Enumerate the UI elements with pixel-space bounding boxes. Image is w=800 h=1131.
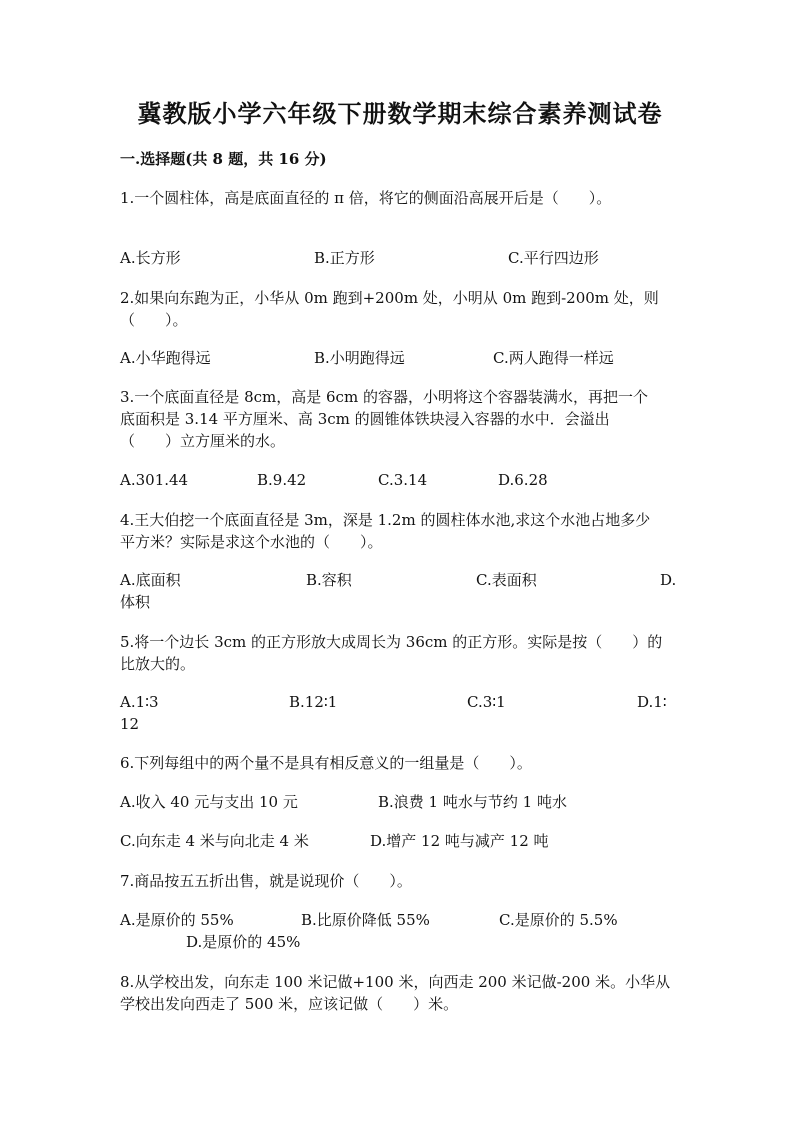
- q5-option-c: C.3∶1: [467, 693, 506, 711]
- question-8-line-2: 学校出发向西走了 500 米，应该记做（ ）米。: [120, 995, 459, 1013]
- q3-option-a: A.301.44: [120, 471, 189, 489]
- q7-option-b: B.比原价降低 55%: [301, 911, 430, 929]
- q3-option-b: B.9.42: [257, 471, 307, 489]
- q4-option-a: A.底面积: [120, 571, 181, 589]
- question-1: [120, 187, 680, 209]
- question-7: [120, 870, 680, 892]
- q7-option-a: A.是原价的 55%: [120, 911, 234, 929]
- q6-option-c: C.向东走 4 米与向北走 4 米: [120, 832, 309, 850]
- question-5: [120, 631, 680, 675]
- q6-option-d: D.增产 12 吨与减产 12 吨: [370, 832, 549, 850]
- question-4: [120, 509, 680, 553]
- question-3: [120, 386, 680, 452]
- q4-option-c: C.表面积: [476, 571, 537, 589]
- question-4-line-2: 平方米？实际是求这个水池的（ ）。: [120, 533, 383, 551]
- q5-option-b: B.12∶1: [289, 693, 338, 711]
- q4-option-d-label: D.: [660, 571, 677, 589]
- q1-option-b: B.正方形: [314, 249, 375, 267]
- q2-option-c: C.两人跑得一样远: [493, 349, 614, 367]
- question-3-line-2: 底面积是 3.14 平方厘米、高 3cm 的圆锥体铁块浸入容器的水中．会溢出: [120, 410, 610, 428]
- q7-option-c: C.是原价的 5.5%: [499, 911, 618, 929]
- q1-option-a: A.长方形: [120, 249, 181, 267]
- q3-option-c: C.3.14: [378, 471, 428, 489]
- question-4-line-1: 4.王大伯挖一个底面直径是 3m，深是 1.2m 的圆柱体水池,求这个水池占地多少: [120, 511, 651, 529]
- question-1-line-1: 1.一个圆柱体，高是底面直径的 π 倍，将它的侧面沿高展开后是（ ）。: [120, 189, 612, 207]
- question-2: [120, 287, 680, 331]
- section-heading: 一.选择题(共 8 题，共 16 分): [120, 150, 327, 168]
- q5-option-d-label: D.1∶: [637, 693, 667, 711]
- question-6: [120, 752, 680, 774]
- question-8-line-1: 8.从学校出发，向东走 100 米记做+100 米，向西走 200 米记做-200 米。小华从: [120, 973, 671, 991]
- question-2-line-1: 2.如果向东跑为正，小华从 0m 跑到+200m 处，小明从 0m 跑到-200m 处，则: [120, 289, 659, 307]
- q3-option-d: D.6.28: [498, 471, 548, 489]
- q4-option-b: B.容积: [306, 571, 352, 589]
- q7-option-d: D.是原价的 45%: [186, 933, 301, 951]
- q6-option-b: B.浪费 1 吨水与节约 1 吨水: [378, 793, 567, 811]
- q5-option-d-text: 12: [120, 715, 140, 733]
- q2-option-a: A.小华跑得远: [120, 349, 211, 367]
- page-title: 冀教版小学六年级下册数学期末综合素养测试卷: [137, 99, 663, 128]
- question-3-line-3: （ ）立方厘米的水。: [120, 432, 286, 450]
- q2-option-b: B.小明跑得远: [314, 349, 405, 367]
- q4-option-d-text: 体积: [120, 593, 151, 611]
- q1-option-c: C.平行四边形: [508, 249, 599, 267]
- q5-option-a: A.1∶3: [120, 693, 159, 711]
- question-6-line-1: 6.下列每组中的两个量不是具有相反意义的一组量是（ ）。: [120, 754, 532, 772]
- question-3-line-1: 3.一个底面直径是 8cm，高是 6cm 的容器，小明将这个容器装满水，再把一个: [120, 388, 648, 406]
- question-5-line-1: 5.将一个边长 3cm 的正方形放大成周长为 36cm 的正方形。实际是按（ ）的: [120, 633, 663, 651]
- question-8: [120, 971, 680, 1015]
- q6-option-a: A.收入 40 元与支出 10 元: [120, 793, 298, 811]
- question-5-line-2: 比放大的。: [120, 655, 196, 673]
- question-2-line-2: （ ）。: [120, 311, 188, 329]
- question-7-line-1: 7.商品按五五折出售，就是说现价（ ）。: [120, 872, 412, 890]
